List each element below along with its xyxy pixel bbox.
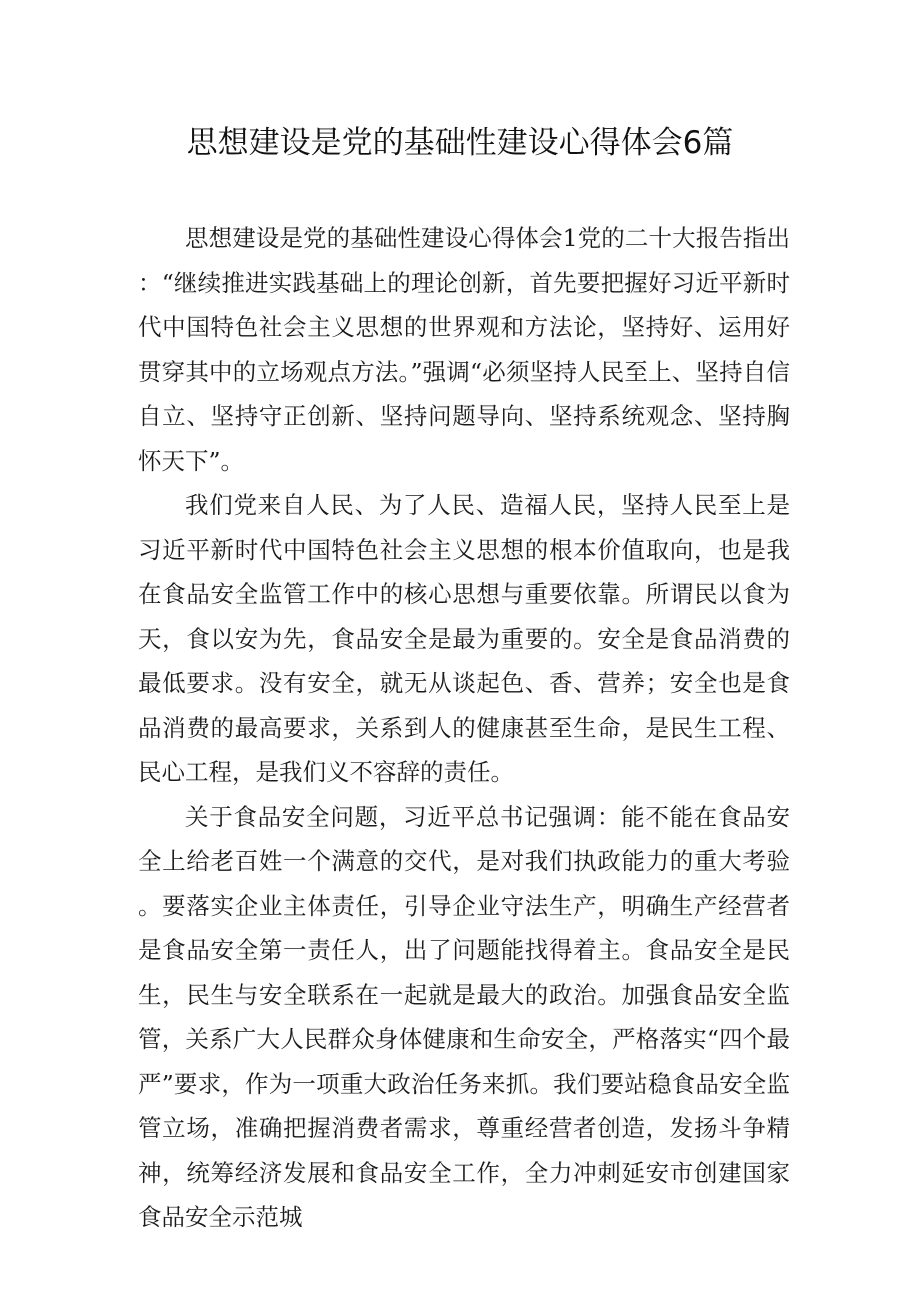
paragraph-1: 思想建设是党的基础性建设心得体会1党的二十大报告指出：“继续推进实践基础上的理论创新，首先要把握好习近平新时代中国特色社会主义思想的世界观和方法论，坚持好、运用好贯穿其中的立场观点方法。”强调“必须坚持人民至上、坚持自信自立、坚持守正创新、坚持问题导向、坚持系统观念、坚持胸怀天下”。 [138, 224, 790, 475]
paragraph-3: 关于食品安全问题，习近平总书记强调：能不能在食品安全上给老百姓一个满意的交代，是对我们执政能力的重大考验。要落实企业主体责任，引导企业守法生产，明确生产经营者是食品安全第一责任人，出了问题能找得着主。食品安全是民生，民生与安全联系在一起就是最大的政治。加强食品安全监管，关系广大人民群众身体健康和生命安全，严格落实“四个最严”要求，作为一项重大政治任务来抓。我们要站稳食品安全监管立场，准确把握消费者需求，尊重经营者创造，发扬斗争精神，统筹经济发展和食品安全工作，全力冲刺延安市创建国家食品安全示范城 [138, 802, 790, 1231]
paragraph-2: 我们党来自人民、为了人民、造福人民，坚持人民至上是习近平新时代中国特色社会主义思想的根本价值取向，也是我在食品安全监管工作中的核心思想与重要依靠。所谓民以食为天，食以安为先，食品安全是最为重要的。安全是食品消费的最低要求。没有安全，就无从谈起色、香、营养；安全也是食品消费的最高要求，关系到人的健康甚至生命，是民生工程、民心工程，是我们义不容辞的责任。 [138, 491, 790, 786]
document-title: 思想建设是党的基础性建设心得体会6篇 [186, 125, 734, 161]
document-body [138, 216, 790, 1240]
